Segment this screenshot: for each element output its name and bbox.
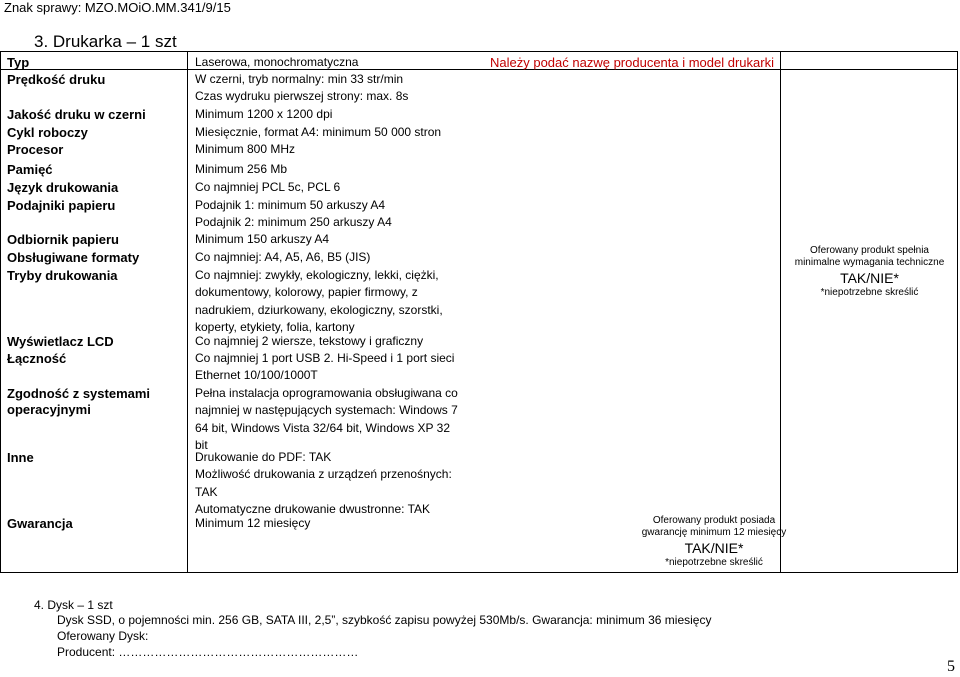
spec-value-line: Ethernet 10/100/1000T [195,368,318,383]
warranty-choice: TAK/NIE* [684,540,744,556]
spec-value [195,197,480,232]
spec-label-line: Odbiornik papieru [7,232,119,247]
spec-value-line: Minimum 256 Mb [195,162,288,176]
document-reference: Znak sprawy: MZO.MOiO.MM.341/9/15 [4,0,231,15]
spec-value-line: Możliwość drukowania z urządzeń przenośnych: [195,467,452,482]
table-divider [780,51,781,573]
spec-label [7,450,34,466]
spec-value [195,161,480,178]
spec-value-line: nadrukiem, dziurkowany, ekologiczny, szorstki, [195,302,443,317]
spec-value-line: Drukowanie do PDF: TAK [195,450,332,464]
compliance-choice: TAK/NIE* [840,270,899,286]
spec-label-line: Gwarancja [7,516,73,531]
spec-value-line: bit [195,438,208,453]
spec-value-line: Co najmniej 2 wiersze, tekstowy i graficzny [195,334,424,348]
section-title: 3. Drukarka – 1 szt [34,32,177,51]
spec-value [195,106,480,123]
spec-label [7,351,66,367]
spec-value-line: dokumentowy, kolorowy, papier firmowy, z [195,285,418,300]
spec-label [7,232,119,248]
spec-value-line: Czas wydruku pierwszej strony: max. 8s [195,89,409,104]
spec-label-line: Pamięć [7,162,53,177]
warranty-line2: gwarancję minimum 12 miesięcy [641,527,787,538]
spec-value [195,267,495,337]
spec-label-line: Łączność [7,351,67,366]
spec-label [7,142,63,158]
spec-value-line: Minimum 1200 x 1200 dpi [195,107,333,121]
compliance-footnote: *niepotrzebne skreślić [820,287,919,298]
spec-label-line: Procesor [7,142,64,157]
spec-label [7,386,150,418]
page-number: 5 [947,658,955,675]
spec-label-line: Język drukowania [7,180,119,195]
spec-value-line: najmniej w następujących systemach: Windows 7 [195,403,458,418]
warranty-line1: Oferowany produkt posiada [652,515,776,526]
spec-value [195,71,480,106]
spec-label [7,198,115,214]
spec-value-line: TAK [195,484,218,499]
compliance-line2: minimalne wymagania techniczne [794,257,945,268]
spec-value-line: Co najmniej PCL 5c, PCL 6 [195,180,341,194]
spec-value [195,54,480,71]
spec-value-line: Pełna instalacja oprogramowania obsługiwana co [195,386,458,400]
section4-line1: Dysk SSD, o pojemności min. 256 GB, SATA III, 2,5”, szybkość zapisu powyżej 530Mb/s. Gwarancja: minimum 36 miesięcy [57,613,712,627]
spec-value [195,333,480,350]
spec-value [195,124,480,141]
spec-label-line: Typ [7,55,30,70]
spec-label [7,72,105,88]
spec-label-line: Wyświetlacz LCD [7,334,114,349]
spec-value-line: koperty, etykiety, folia, kartony [195,320,355,335]
compliance-box [781,245,958,299]
warranty-box [630,515,798,569]
section4-title: 4. Dysk – 1 szt [34,598,113,612]
spec-value [195,249,480,266]
spec-value-line: Minimum 800 MHz [195,142,296,156]
spec-value-line: Co najmniej: A4, A5, A6, B5 (JIS) [195,250,371,264]
spec-value-line: Automatyczne drukowanie dwustronne: TAK [195,502,431,517]
spec-value [195,231,480,248]
spec-value-line: Co najmniej 1 port USB 2. Hi-Speed i 1 port sieci [195,351,455,365]
spec-value [195,385,495,455]
spec-value-line: Laserowa, monochromatyczna [195,55,359,69]
spec-value [195,350,480,385]
spec-value-line: Minimum 150 arkuszy A4 [195,232,330,246]
producer-note: Należy podać nazwę producenta i model drukarki [490,55,774,70]
warranty-footnote: *niepotrzebne skreślić [665,557,763,568]
section4-line2: Oferowany Dysk: [57,629,149,643]
spec-value-line: Co najmniej: zwykły, ekologiczny, lekki, ciężki, [195,268,439,282]
section4-line3: Producent: …………………………………………………… [57,645,359,659]
spec-label-line: Obsługiwane formaty [7,250,140,265]
spec-label-line: Inne [7,450,34,465]
spec-label [7,107,146,123]
spec-label [7,162,53,178]
spec-label [7,334,114,350]
spec-value [195,515,480,532]
spec-label-line: Cykl roboczy [7,125,88,140]
spec-label [7,180,118,196]
spec-label [7,55,29,71]
spec-label [7,250,139,266]
spec-label-line: Prędkość druku [7,72,106,87]
spec-label-line: Podajniki papieru [7,198,116,213]
spec-value-line: Minimum 12 miesięcy [195,516,311,530]
spec-label-line: Jakość druku w czerni [7,107,146,122]
spec-label-line: operacyjnymi [7,402,91,417]
spec-value-line: Podajnik 1: minimum 50 arkuszy A4 [195,198,386,212]
spec-value-line: Podajnik 2: minimum 250 arkuszy A4 [195,215,392,230]
table-divider [187,51,188,573]
spec-value-line: W czerni, tryb normalny: min 33 str/min [195,72,404,86]
spec-label [7,268,118,284]
spec-label-line: Zgodność z systemami [7,386,151,401]
spec-value-line: 64 bit, Windows Vista 32/64 bit, Windows XP 32 [195,420,451,435]
spec-value [195,141,480,158]
spec-label-line: Tryby drukowania [7,268,118,283]
compliance-line1: Oferowany produkt spełnia [810,245,929,256]
spec-label [7,516,73,532]
spec-value [195,179,480,196]
spec-value-line: Miesięcznie, format A4: minimum 50 000 stron [195,125,442,139]
spec-label [7,125,88,141]
spec-value [195,449,495,519]
